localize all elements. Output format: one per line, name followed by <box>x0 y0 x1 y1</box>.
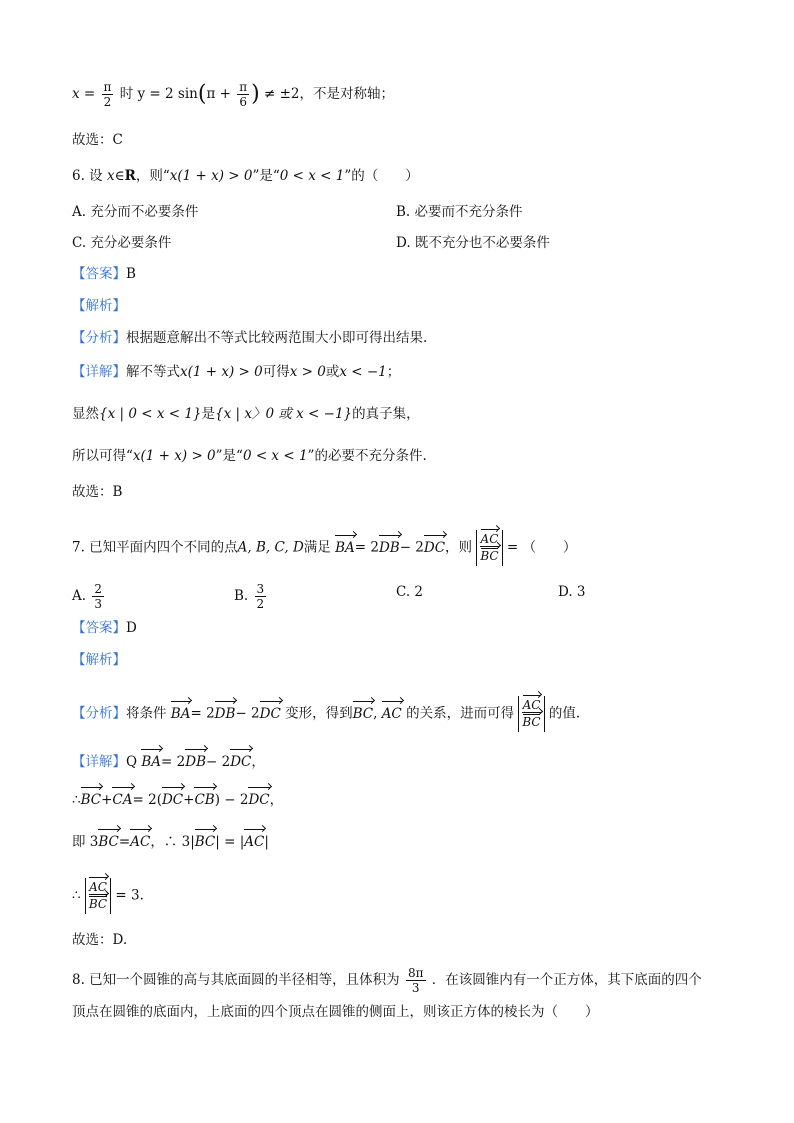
q6-detail-line-2: 显然{x | 0 < x < 1}是{x | x〉0 或 x < −1}的真子集， <box>72 406 420 422</box>
vector-ratio: $\frac{AC}{BC}$ <box>85 878 111 914</box>
q7-option-a: A. $\frac{2}{3}$ <box>72 582 102 611</box>
q6-option-b: B. 必要而不充分条件 <box>396 204 523 220</box>
question-8-stem-line-2: 顶点在圆锥的底面内，上底面的四个顶点在圆锥的侧面上，则该正方体的棱长为（ ） <box>72 1004 599 1020</box>
vector-ratio: $\frac{AC}{BC}$ <box>476 530 502 566</box>
q6-option-d: D. 既不充分也不必要条件 <box>396 235 550 251</box>
question-8-stem: 8. 已知一个圆锥的高与其底面圆的半径相等，且体积为 $\frac{8\pi}{3}$ ．在该圆锥内有一个正方体，其下底面的四个 <box>72 966 702 995</box>
q6-detail: 【详解】解不等式x(1 + x) > 0可得x > 0或x < −1； <box>72 364 401 380</box>
q6-analysis: 【分析】根据题意解出不等式比较两范围大小即可得出结果. <box>72 330 428 346</box>
q7-analysis-heading: 【解析】 <box>72 652 126 668</box>
q6-final-answer: 故选：B <box>72 484 123 500</box>
q6-answer: 【答案】B <box>72 266 136 282</box>
vector-ratio: $\frac{AC}{BC}$ <box>518 696 544 732</box>
q7-option-d: D. 3 <box>558 584 586 600</box>
q6-analysis-heading: 【解析】 <box>72 298 126 314</box>
q7-answer: 【答案】D <box>72 620 137 636</box>
q7-detail-line-3: 即 3BC=AC，∴ 3|BC| = |AC| <box>72 834 269 850</box>
q6-detail-line-3: 所以可得“x(1 + x) > 0”是“0 < x < 1”的必要不充分条件. <box>72 448 427 464</box>
q7-analysis: 【分析】将条件 BA= 2DB− 2DC 变形，得到BC, AC 的关系，进而可得 $\frac{AC}{BC}$ 的值. <box>72 696 580 732</box>
prev-answer-line: 故选：C <box>72 132 123 148</box>
q6-option-c: C. 充分必要条件 <box>72 235 172 251</box>
q7-detail-line-2: ∴BC+CA= 2(DC+CB) − 2DC， <box>72 792 284 808</box>
question-6-stem: 6. 设 x∈R，则“x(1 + x) > 0”是“0 < x < 1”的（ ） <box>72 168 419 184</box>
q6-option-a: A. 充分而不必要条件 <box>72 204 199 220</box>
fraction: $\frac{\pi}{2}$ <box>103 80 112 109</box>
q7-option-c: C. 2 <box>396 584 424 600</box>
question-7-stem: 7. 已知平面内四个不同的点A, B, C, D满足 BA= 2DB− 2DC，则 $\frac{AC}{BC}$ = （ ） <box>72 530 576 566</box>
fraction: $\frac{8\pi}{3}$ <box>407 966 424 995</box>
symmetry-check-line: x = $\frac{\pi}{2}$ 时 y = 2 sin(π + $\frac{\pi}{6}$ ) ≠ ±2，不是对称轴； <box>72 80 395 109</box>
q7-detail: 【详解】Q BA= 2DB− 2DC， <box>72 754 265 770</box>
fraction: $\frac{\pi}{6}$ <box>239 80 248 109</box>
q7-final-answer: 故选：D. <box>72 932 128 948</box>
q7-option-b: B. $\frac{3}{2}$ <box>234 582 265 611</box>
q7-detail-line-4: ∴ $\frac{AC}{BC}$ = 3. <box>72 878 144 914</box>
